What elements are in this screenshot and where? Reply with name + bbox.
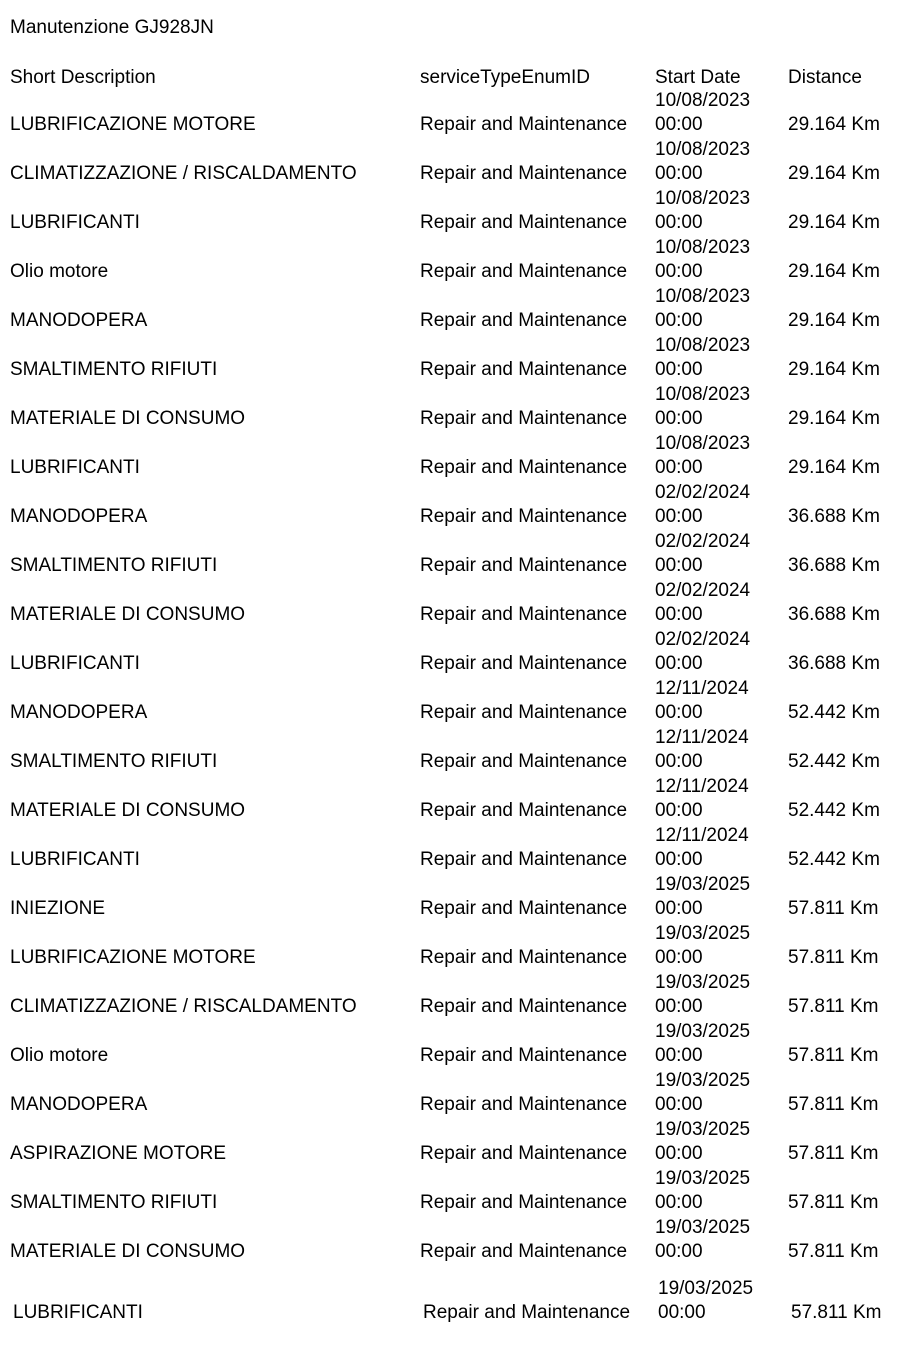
row-description: Olio motore <box>10 261 109 282</box>
row-start-date: 19/03/2025 <box>655 972 751 993</box>
header-service-type: serviceTypeEnumID <box>420 67 591 88</box>
row-start-time: 00:00 <box>655 555 703 576</box>
row-start-date: 19/03/2025 <box>655 1119 751 1140</box>
row-description: MANODOPERA <box>10 1094 148 1115</box>
row-start-time: 00:00 <box>655 1143 703 1164</box>
row-description: MATERIALE DI CONSUMO <box>10 1241 246 1262</box>
row-distance: 29.164 Km <box>788 163 880 184</box>
row-distance: 57.811 Km <box>788 947 879 968</box>
row-service-type: Repair and Maintenance <box>420 212 628 233</box>
row-start-time: 00:00 <box>655 604 703 625</box>
row-start-date: 19/03/2025 <box>655 874 751 895</box>
row-service-type: Repair and Maintenance <box>420 898 628 919</box>
table-row <box>0 482 912 531</box>
row-start-time: 00:00 <box>655 1094 703 1115</box>
row-start-date: 10/08/2023 <box>655 188 751 209</box>
row-start-date: 19/03/2025 <box>655 1217 751 1238</box>
row-distance: 36.688 Km <box>788 653 880 674</box>
table-row <box>0 90 912 139</box>
row-start-date: 10/08/2023 <box>655 90 751 111</box>
row-distance: 52.442 Km <box>788 702 880 723</box>
row-start-date: 12/11/2024 <box>655 727 749 748</box>
row-start-time: 00:00 <box>655 114 703 135</box>
row-service-type: Repair and Maintenance <box>420 359 628 380</box>
row-distance: 29.164 Km <box>788 212 880 233</box>
row-service-type: Repair and Maintenance <box>423 1302 631 1323</box>
row-service-type: Repair and Maintenance <box>420 1094 628 1115</box>
row-service-type: Repair and Maintenance <box>420 163 628 184</box>
row-distance: 29.164 Km <box>788 408 880 429</box>
row-distance: 29.164 Km <box>788 359 880 380</box>
row-start-time: 00:00 <box>655 1241 703 1262</box>
row-description: MANODOPERA <box>10 310 148 331</box>
table-row <box>0 727 912 776</box>
row-start-time: 00:00 <box>655 800 703 821</box>
row-service-type: Repair and Maintenance <box>420 310 628 331</box>
row-service-type: Repair and Maintenance <box>420 653 628 674</box>
row-distance: 52.442 Km <box>788 751 880 772</box>
row-start-date: 02/02/2024 <box>655 629 751 650</box>
row-service-type: Repair and Maintenance <box>420 1192 628 1213</box>
row-start-date: 12/11/2024 <box>655 825 749 846</box>
row-service-type: Repair and Maintenance <box>420 555 628 576</box>
table-row <box>0 1070 912 1119</box>
row-start-date: 19/03/2025 <box>658 1278 754 1299</box>
row-start-time: 00:00 <box>655 506 703 527</box>
row-description: CLIMATIZZAZIONE / RISCALDAMENTO <box>10 163 357 184</box>
row-distance: 57.811 Km <box>788 1143 879 1164</box>
row-description: INIEZIONE <box>10 898 106 919</box>
table-row <box>0 972 912 1021</box>
table-row <box>0 776 912 825</box>
row-distance: 57.811 Km <box>788 898 879 919</box>
table-row <box>0 678 912 727</box>
row-description: MANODOPERA <box>10 506 148 527</box>
row-distance: 57.811 Km <box>788 1094 879 1115</box>
row-description: LUBRIFICANTI <box>10 212 140 233</box>
row-description: SMALTIMENTO RIFIUTI <box>10 359 218 380</box>
row-service-type: Repair and Maintenance <box>420 1045 628 1066</box>
row-start-date: 10/08/2023 <box>655 286 751 307</box>
row-service-type: Repair and Maintenance <box>420 1143 628 1164</box>
row-start-date: 12/11/2024 <box>655 678 749 699</box>
header-distance: Distance <box>788 67 862 88</box>
row-service-type: Repair and Maintenance <box>420 114 628 135</box>
row-distance: 57.811 Km <box>788 1241 879 1262</box>
row-description: LUBRIFICANTI <box>10 849 140 870</box>
row-start-date: 02/02/2024 <box>655 580 751 601</box>
row-description: Olio motore <box>10 1045 109 1066</box>
row-start-time: 00:00 <box>658 1302 706 1323</box>
row-description: LUBRIFICANTI <box>13 1302 143 1323</box>
row-service-type: Repair and Maintenance <box>420 408 628 429</box>
row-start-date: 02/02/2024 <box>655 482 751 503</box>
table-row <box>0 923 912 972</box>
row-start-date: 02/02/2024 <box>655 531 751 552</box>
row-start-date: 10/08/2023 <box>655 433 751 454</box>
row-start-time: 00:00 <box>655 947 703 968</box>
row-description: MANODOPERA <box>10 702 148 723</box>
row-description: ASPIRAZIONE MOTORE <box>10 1143 227 1164</box>
row-distance: 36.688 Km <box>788 555 880 576</box>
row-description: LUBRIFICAZIONE MOTORE <box>10 114 256 135</box>
table-row <box>0 874 912 923</box>
table-row <box>0 1266 912 1323</box>
row-start-time: 00:00 <box>655 1192 703 1213</box>
row-start-time: 00:00 <box>655 996 703 1017</box>
row-start-time: 00:00 <box>655 457 703 478</box>
row-service-type: Repair and Maintenance <box>420 702 628 723</box>
row-start-date: 10/08/2023 <box>655 335 751 356</box>
row-start-time: 00:00 <box>655 1045 703 1066</box>
row-start-time: 00:00 <box>655 310 703 331</box>
row-start-time: 00:00 <box>655 653 703 674</box>
row-service-type: Repair and Maintenance <box>420 849 628 870</box>
row-distance: 57.811 Km <box>791 1302 882 1323</box>
table-row <box>0 237 912 286</box>
table-row <box>0 825 912 874</box>
table-row <box>0 188 912 237</box>
table-row <box>0 286 912 335</box>
table-row <box>0 384 912 433</box>
row-start-time: 00:00 <box>655 408 703 429</box>
row-distance: 36.688 Km <box>788 506 880 527</box>
row-distance: 36.688 Km <box>788 604 880 625</box>
table-row <box>0 1217 912 1266</box>
table-row <box>0 1168 912 1217</box>
row-distance: 57.811 Km <box>788 996 879 1017</box>
row-start-date: 19/03/2025 <box>655 1021 751 1042</box>
row-service-type: Repair and Maintenance <box>420 996 628 1017</box>
header-start-date: Start Date <box>655 67 741 88</box>
table-row <box>0 580 912 629</box>
row-start-date: 19/03/2025 <box>655 1168 751 1189</box>
row-service-type: Repair and Maintenance <box>420 604 628 625</box>
page-title: Manutenzione GJ928JN <box>10 17 214 38</box>
row-start-time: 00:00 <box>655 261 703 282</box>
row-distance: 29.164 Km <box>788 261 880 282</box>
row-start-date: 10/08/2023 <box>655 139 751 160</box>
row-start-time: 00:00 <box>655 751 703 772</box>
row-description: MATERIALE DI CONSUMO <box>10 604 246 625</box>
row-distance: 29.164 Km <box>788 310 880 331</box>
row-distance: 52.442 Km <box>788 849 880 870</box>
row-description: LUBRIFICANTI <box>10 653 140 674</box>
row-start-time: 00:00 <box>655 898 703 919</box>
row-start-time: 00:00 <box>655 849 703 870</box>
row-distance: 52.442 Km <box>788 800 880 821</box>
row-service-type: Repair and Maintenance <box>420 800 628 821</box>
row-service-type: Repair and Maintenance <box>420 751 628 772</box>
row-service-type: Repair and Maintenance <box>420 947 628 968</box>
row-distance: 29.164 Km <box>788 114 880 135</box>
row-description: LUBRIFICAZIONE MOTORE <box>10 947 256 968</box>
row-service-type: Repair and Maintenance <box>420 1241 628 1262</box>
row-start-time: 00:00 <box>655 359 703 380</box>
row-description: MATERIALE DI CONSUMO <box>10 408 246 429</box>
row-start-time: 00:00 <box>655 212 703 233</box>
table-row <box>0 1119 912 1168</box>
row-start-time: 00:00 <box>655 702 703 723</box>
row-distance: 57.811 Km <box>788 1045 879 1066</box>
row-distance: 29.164 Km <box>788 457 880 478</box>
table-row <box>0 629 912 678</box>
table-row <box>0 139 912 188</box>
table-row <box>0 1021 912 1070</box>
row-service-type: Repair and Maintenance <box>420 457 628 478</box>
row-description: SMALTIMENTO RIFIUTI <box>10 1192 218 1213</box>
row-start-date: 12/11/2024 <box>655 776 749 797</box>
row-start-time: 00:00 <box>655 163 703 184</box>
table-row <box>0 433 912 482</box>
row-description: LUBRIFICANTI <box>10 457 140 478</box>
row-start-date: 19/03/2025 <box>655 1070 751 1091</box>
row-description: SMALTIMENTO RIFIUTI <box>10 751 218 772</box>
row-start-date: 10/08/2023 <box>655 237 751 258</box>
row-description: SMALTIMENTO RIFIUTI <box>10 555 218 576</box>
row-distance: 57.811 Km <box>788 1192 879 1213</box>
row-service-type: Repair and Maintenance <box>420 506 628 527</box>
row-start-date: 10/08/2023 <box>655 384 751 405</box>
table-row <box>0 531 912 580</box>
row-start-date: 19/03/2025 <box>655 923 751 944</box>
row-service-type: Repair and Maintenance <box>420 261 628 282</box>
row-description: CLIMATIZZAZIONE / RISCALDAMENTO <box>10 996 357 1017</box>
table-row <box>0 335 912 384</box>
row-description: MATERIALE DI CONSUMO <box>10 800 246 821</box>
header-short-description: Short Description <box>10 67 156 88</box>
